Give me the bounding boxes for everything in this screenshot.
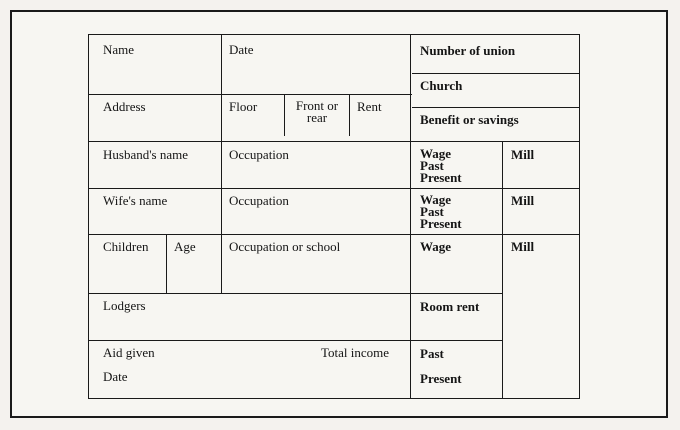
row-line-address xyxy=(88,94,412,95)
row-line-wife xyxy=(88,188,580,189)
children-mill-label: Mill xyxy=(511,239,535,254)
husbands-name-label: Husband's name xyxy=(103,147,189,162)
row-line-children xyxy=(88,234,580,235)
col-line-mill xyxy=(502,141,503,398)
age-label: Age xyxy=(174,239,196,254)
wife-wage-block xyxy=(420,194,462,230)
husband-wage-block xyxy=(420,148,462,184)
lodgers-label: Lodgers xyxy=(103,298,146,313)
address-label: Address xyxy=(103,99,146,114)
children-wage-label: Wage xyxy=(420,239,452,254)
husband-present-label: Present xyxy=(420,170,462,185)
number-of-union-label: Number of union xyxy=(420,43,516,58)
col-line-union xyxy=(410,34,411,398)
row-line-benefit xyxy=(412,107,580,108)
total-income-label: Total income xyxy=(321,345,390,360)
husband-past-label: Past xyxy=(420,158,444,173)
husband-mill-label: Mill xyxy=(511,147,535,162)
col-line-rent xyxy=(349,94,350,136)
wifes-name-label: Wife's name xyxy=(103,193,168,208)
row-line-husband xyxy=(88,141,580,142)
benefit-or-savings-label: Benefit or savings xyxy=(420,112,519,127)
rent-label: Rent xyxy=(357,99,382,114)
floor-label: Floor xyxy=(229,99,258,114)
form-top-border xyxy=(88,34,580,35)
wife-present-label: Present xyxy=(420,216,462,231)
church-label: Church xyxy=(420,78,463,93)
col-line-age xyxy=(166,234,167,293)
husband-occupation-label: Occupation xyxy=(229,147,289,162)
row-line-church xyxy=(412,73,580,74)
form-bottom-border xyxy=(88,398,580,399)
col-line-front xyxy=(284,94,285,136)
name-label: Name xyxy=(103,42,135,57)
aid-given-label: Aid given xyxy=(103,345,155,360)
wife-occupation-label: Occupation xyxy=(229,193,289,208)
children-label: Children xyxy=(103,239,149,254)
present-total-label: Present xyxy=(420,371,462,386)
front-or-rear-label: Front or rear xyxy=(295,98,339,125)
col-line-date xyxy=(221,34,222,293)
form-right-border xyxy=(579,34,580,398)
row-line-lodgers xyxy=(88,293,502,294)
room-rent-label: Room rent xyxy=(420,299,480,314)
form-left-border xyxy=(88,34,89,398)
wife-mill-label: Mill xyxy=(511,193,535,208)
wife-wage-label: Wage xyxy=(420,192,452,207)
husband-wage-label: Wage xyxy=(420,146,452,161)
date-label: Date xyxy=(229,42,254,57)
wife-past-label: Past xyxy=(420,204,444,219)
past-total-label: Past xyxy=(420,346,444,361)
row-line-aid xyxy=(88,340,502,341)
date-bottom-label: Date xyxy=(103,369,128,384)
occupation-or-school-label: Occupation or school xyxy=(229,239,341,254)
